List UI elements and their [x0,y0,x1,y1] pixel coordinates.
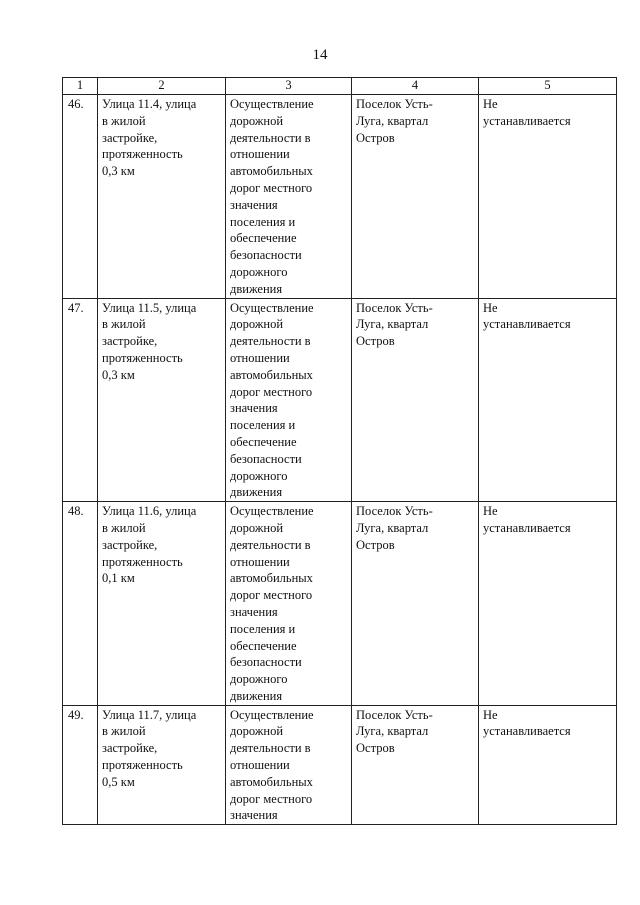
table-row [63,95,617,299]
purpose-text: Осуществление дорожной деятельности в отношении автомобильных дорог местного значения [230,707,314,823]
table-row [63,705,617,825]
zone-cell [479,95,617,299]
page-number: 14 [312,47,328,63]
table-header-row [63,78,617,95]
object-name-cell [98,298,226,502]
object-name: Улица 11.6, улица в жилой застройке, протяженность 0,1 км [102,504,197,586]
zone-text: Не устанавливается [483,300,571,332]
zone-text: Не устанавливается [483,707,571,739]
zone-cell [479,502,617,706]
location-text: Поселок Усть- Луга, квартал Остров [356,707,433,756]
purpose-text: Осуществление дорожной деятельности в отношении автомобильных дорог местного значения поселения и обеспечение безопасности дорожного движения [230,97,314,296]
purpose-cell [226,705,352,825]
location-cell [352,502,479,706]
location-cell [352,298,479,502]
object-name-cell [98,705,226,825]
table-row [63,502,617,706]
zone-text: Не устанавливается [483,504,571,535]
column-header: 5 [479,78,617,95]
column-header: 3 [226,78,352,95]
row-number: 49. [63,705,98,825]
column-header: 2 [98,78,226,95]
table-row [63,298,617,502]
location-cell [352,705,479,825]
zone-cell [479,705,617,825]
column-header: 4 [352,78,479,95]
row-number: 47. [63,298,98,502]
row-number: 46. [63,95,98,299]
location-text: Поселок Усть- Луга, квартал Остров [356,300,433,349]
row-number: 48. [63,502,98,706]
object-name-cell [98,502,226,706]
purpose-cell [226,502,352,706]
location-text: Поселок Усть- Луга, квартал Остров [356,97,433,145]
location-text: Поселок Усть- Луга, квартал Остров [356,504,433,552]
object-name: Улица 11.4, улица в жилой застройке, протяженность 0,3 км [102,97,197,179]
zone-cell [479,298,617,502]
registry-table [62,77,617,825]
purpose-cell [226,95,352,299]
purpose-text: Осуществление дорожной деятельности в отношении автомобильных дорог местного значения поселения и обеспечение безопасности дорожного движения [230,504,314,703]
object-name: Улица 11.5, улица в жилой застройке, протяженность 0,3 км [102,300,197,382]
purpose-cell [226,298,352,502]
object-name: Улица 11.7, улица в жилой застройке, протяженность 0,5 км [102,707,197,789]
zone-text: Не устанавливается [483,97,571,128]
location-cell [352,95,479,299]
column-header: 1 [63,78,98,95]
purpose-text: Осуществление дорожной деятельности в отношении автомобильных дорог местного значения поселения и обеспечение безопасности дорожного движения [230,300,314,500]
object-name-cell [98,95,226,299]
